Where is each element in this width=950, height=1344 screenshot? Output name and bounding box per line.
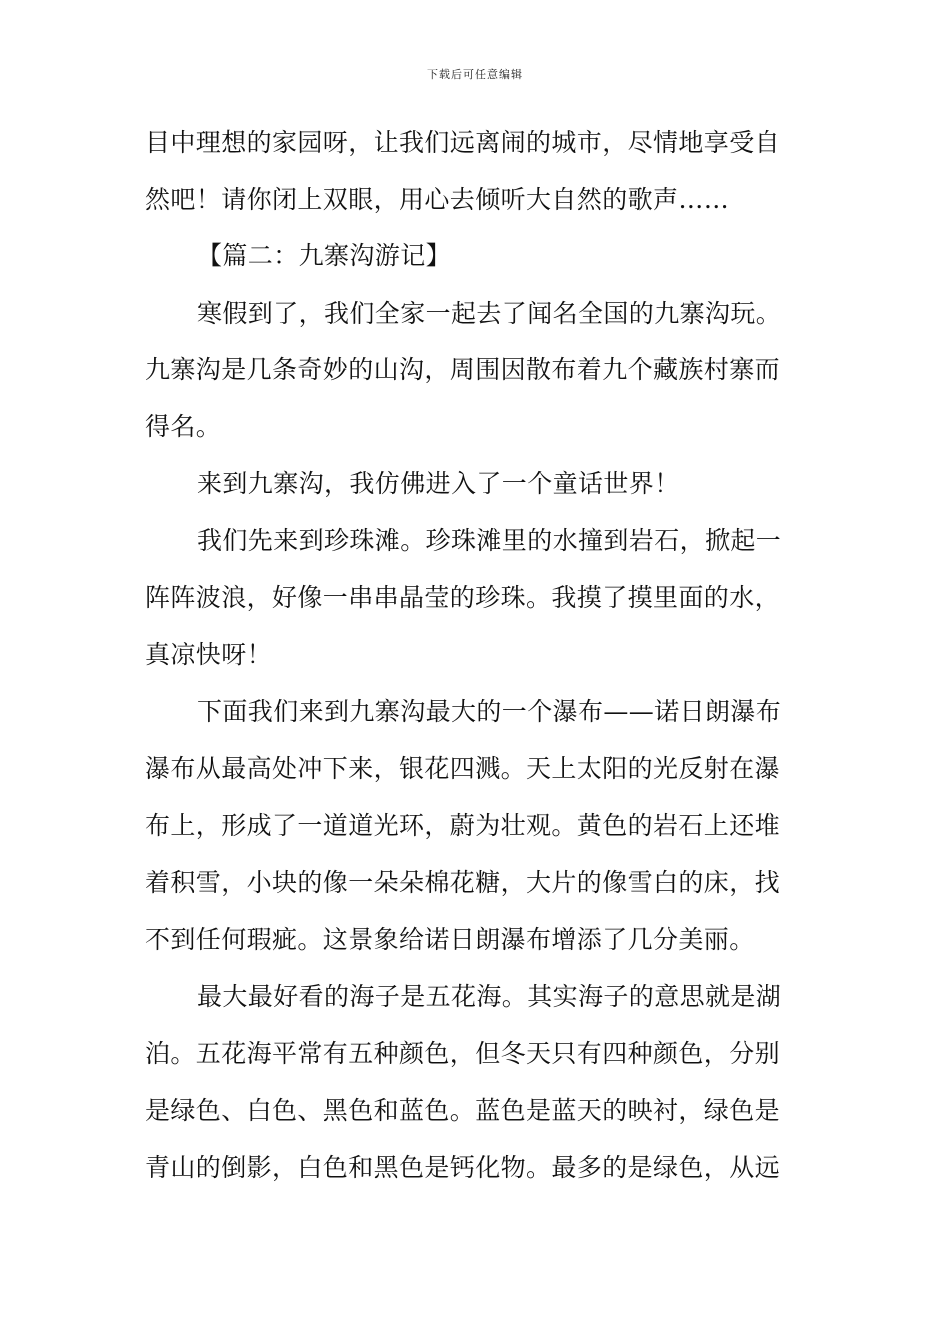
text-line: 着积雪，小块的像一朵朵棉花糖，大片的像雪白的床，找	[145, 868, 781, 897]
text-line: 真凉快呀！	[145, 640, 273, 669]
paragraph-first-line: 来到九寨沟，我仿佛进入了一个童话世界！	[197, 469, 680, 498]
paragraph-first-line: 下面我们来到九寨沟最大的一个瀑布——诺日朗瀑布	[197, 697, 782, 726]
text-line: 不到任何瑕疵。这景象给诺日朗瀑布增添了几分美丽。	[145, 925, 755, 954]
text-line: 九寨沟是几条奇妙的山沟，周围因散布着九个藏族村寨而	[145, 355, 781, 384]
paragraph-first-line: 寒假到了，我们全家一起去了闻名全国的九寨沟玩。	[197, 299, 782, 328]
text-line: 目中理想的家园呀，让我们远离闹的城市，尽情地享受自	[145, 128, 781, 157]
page-header: 下载后可任意编辑	[427, 68, 523, 81]
paragraph-first-line: 我们先来到珍珠滩。珍珠滩里的水撞到岩石，掀起一	[197, 526, 782, 555]
text-line: 布上，形成了一道道光环，蔚为壮观。黄色的岩石上还堆	[145, 811, 781, 840]
text-line: 然吧！请你闭上双眼，用心去倾听大自然的歌声……	[145, 185, 730, 214]
text-line: 青山的倒影，白色和黑色是钙化物。最多的是绿色，从远	[145, 1153, 781, 1182]
text-line: 阵阵波浪，好像一串串晶莹的珍珠。我摸了摸里面的水，	[145, 583, 781, 612]
text-line: 瀑布从最高处冲下来，银花四溅。天上太阳的光反射在瀑	[145, 754, 781, 783]
text-line: 是绿色、白色、黑色和蓝色。蓝色是蓝天的映衬，绿色是	[145, 1096, 781, 1125]
text-line: 泊。五花海平常有五种颜色，但冬天只有四种颜色，分别	[145, 1039, 781, 1068]
paragraph-first-line: 最大最好看的海子是五花海。其实海子的意思就是湖	[197, 982, 782, 1011]
section-heading: 【篇二：九寨沟游记】	[197, 241, 452, 270]
text-line: 得名。	[145, 412, 222, 441]
